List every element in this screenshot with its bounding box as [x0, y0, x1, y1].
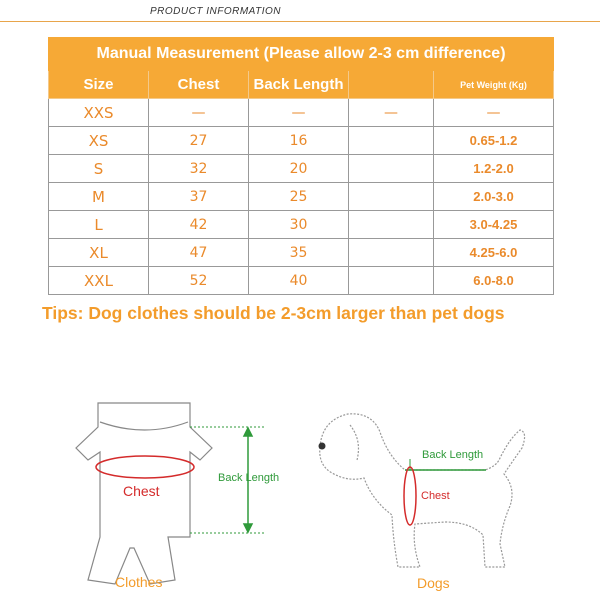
clothes-back-length-label: Back Length [218, 472, 280, 484]
dog-back-length-label: Back Length [422, 449, 484, 461]
cell-pet-weight: 1.2-2.0 [434, 155, 554, 183]
cell-back-length: 20 [249, 155, 349, 183]
dog-chest-label: Chest [421, 490, 450, 502]
clothes-chest-ring [96, 456, 194, 478]
dog-chest-ring [404, 467, 416, 525]
column-header-back-length: Back Length [249, 71, 349, 99]
arrow-down-icon [244, 524, 252, 532]
cell-pet-weight: 0.65-1.2 [434, 127, 554, 155]
cell-chest: 37 [149, 183, 249, 211]
column-header-size: Size [49, 71, 149, 99]
column-header-pet-weight: Pet Weight (Kg) [434, 71, 554, 99]
cell-back-length: 30 [249, 211, 349, 239]
cell-size: S [49, 155, 149, 183]
cell-chest: 42 [149, 211, 249, 239]
header-title: PRODUCT INFORMATION [150, 6, 281, 17]
cell-pet-weight: 4.25-6.0 [434, 239, 554, 267]
cell-back-length: 16 [249, 127, 349, 155]
cell-size: XL [49, 239, 149, 267]
table-title: Manual Measurement (Please allow 2-3 cm difference) [49, 38, 554, 71]
cell-size: XXL [49, 267, 149, 295]
cell-back-length: 35 [249, 239, 349, 267]
cell-chest: 32 [149, 155, 249, 183]
dog-eye-icon [319, 443, 326, 450]
dog-caption: Dogs [417, 575, 450, 591]
cell-back-length: — [249, 99, 349, 127]
cell-pet-weight: 3.0-4.25 [434, 211, 554, 239]
arrow-up-icon [244, 428, 252, 436]
cell-size: XXS [49, 99, 149, 127]
tips-text: Tips: Dog clothes should be 2-3cm larger than pet dogs [42, 303, 505, 323]
cell-back-length: 25 [249, 183, 349, 211]
cell-back-length: 40 [249, 267, 349, 295]
cell-pet-weight: 2.0-3.0 [434, 183, 554, 211]
clothes-caption: Clothes [115, 574, 163, 590]
cell-pet-weight: — [434, 99, 554, 127]
cell-size: M [49, 183, 149, 211]
cell-size: XS [49, 127, 149, 155]
cell-chest: — [149, 99, 249, 127]
clothes-collar [100, 422, 188, 430]
cell-size: L [49, 211, 149, 239]
clothes-chest-label: Chest [123, 483, 160, 499]
column-header-chest: Chest [149, 71, 249, 99]
cell-chest: 47 [149, 239, 249, 267]
cell-chest: 27 [149, 127, 249, 155]
dog-ear [350, 425, 358, 460]
cell-pet-weight: 6.0-8.0 [434, 267, 554, 295]
cell-blank: — [349, 99, 434, 127]
cell-chest: 52 [149, 267, 249, 295]
